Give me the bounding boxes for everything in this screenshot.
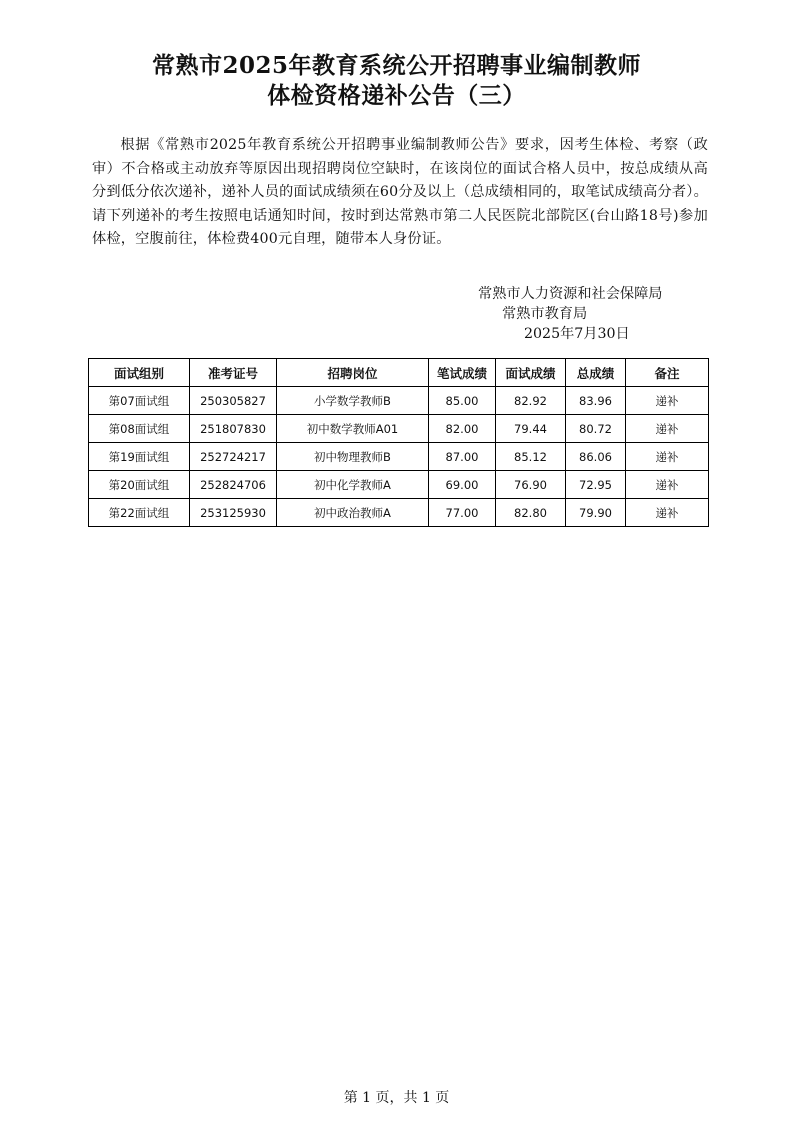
cell-written-score: 82.00 <box>429 415 496 443</box>
cell-interview-group: 第20面试组 <box>89 471 190 499</box>
cell-interview-group: 第07面试组 <box>89 387 190 415</box>
cell-interview-score: 82.92 <box>496 387 566 415</box>
cell-exam-number: 252724217 <box>190 443 277 471</box>
cell-written-score: 85.00 <box>429 387 496 415</box>
cell-remark: 递补 <box>626 415 709 443</box>
cell-total-score: 80.72 <box>566 415 626 443</box>
cell-total-score: 72.95 <box>566 471 626 499</box>
header-exam-number: 准考证号 <box>190 359 277 387</box>
cell-written-score: 77.00 <box>429 499 496 527</box>
signature-org-education: 常熟市教育局 <box>502 306 588 322</box>
header-total-score: 总成绩 <box>566 359 626 387</box>
cell-exam-number: 250305827 <box>190 387 277 415</box>
cell-position: 初中化学教师A <box>277 471 429 499</box>
cell-interview-score: 85.12 <box>496 443 566 471</box>
table-header-row <box>89 359 709 387</box>
cell-remark: 递补 <box>626 443 709 471</box>
cell-total-score: 79.90 <box>566 499 626 527</box>
cell-position: 小学数学教师B <box>277 387 429 415</box>
table-row <box>89 415 709 443</box>
cell-exam-number: 252824706 <box>190 471 277 499</box>
table-row <box>89 471 709 499</box>
document-title-line1: 常熟市2025年教育系统公开招聘事业编制教师 <box>151 52 641 79</box>
cell-position: 初中政治教师A <box>277 499 429 527</box>
cell-exam-number: 253125930 <box>190 499 277 527</box>
header-written-score: 笔试成绩 <box>429 359 496 387</box>
header-interview-group: 面试组别 <box>89 359 190 387</box>
cell-interview-group: 第22面试组 <box>89 499 190 527</box>
cell-written-score: 87.00 <box>429 443 496 471</box>
cell-position: 初中数学教师A01 <box>277 415 429 443</box>
table-row <box>89 387 709 415</box>
header-interview-score: 面试成绩 <box>496 359 566 387</box>
page-footer: 第 1 页，共 1 页 <box>343 1090 450 1106</box>
table-row <box>89 443 709 471</box>
document-title-line2: 体检资格递补公告（三） <box>267 82 526 109</box>
header-position: 招聘岗位 <box>277 359 429 387</box>
table-row <box>89 499 709 527</box>
cell-position: 初中物理教师B <box>277 443 429 471</box>
cell-remark: 递补 <box>626 471 709 499</box>
cell-interview-score: 82.80 <box>496 499 566 527</box>
cell-written-score: 69.00 <box>429 471 496 499</box>
header-remark: 备注 <box>626 359 709 387</box>
cell-exam-number: 251807830 <box>190 415 277 443</box>
cell-remark: 递补 <box>626 387 709 415</box>
cell-remark: 递补 <box>626 499 709 527</box>
announcement-body: 根据《常熟市2025年教育系统公开招聘事业编制教师公告》要求，因考生体检、考察（政审）不合格或主动放弃等原因出现招聘岗位空缺时，在该岗位的面试合格人员中，按总成绩从高分到低分依次递补，递补人员的面试成绩须在60分及以上（总成绩相同的，取笔试成绩高分者）。请下列递补的考生按照电话通知时间，按时到达常熟市第二人民医院北部院区(台山路18号)参加体检，空腹前往，体检费400元自理，随带本人身份证。 <box>92 137 708 247</box>
cell-total-score: 83.96 <box>566 387 626 415</box>
signature-date: 2025年7月30日 <box>524 326 630 342</box>
cell-interview-group: 第08面试组 <box>89 415 190 443</box>
cell-interview-score: 76.90 <box>496 471 566 499</box>
candidate-table <box>88 358 709 527</box>
cell-total-score: 86.06 <box>566 443 626 471</box>
signature-org-hr: 常熟市人力资源和社会保障局 <box>478 286 663 302</box>
cell-interview-group: 第19面试组 <box>89 443 190 471</box>
cell-interview-score: 79.44 <box>496 415 566 443</box>
